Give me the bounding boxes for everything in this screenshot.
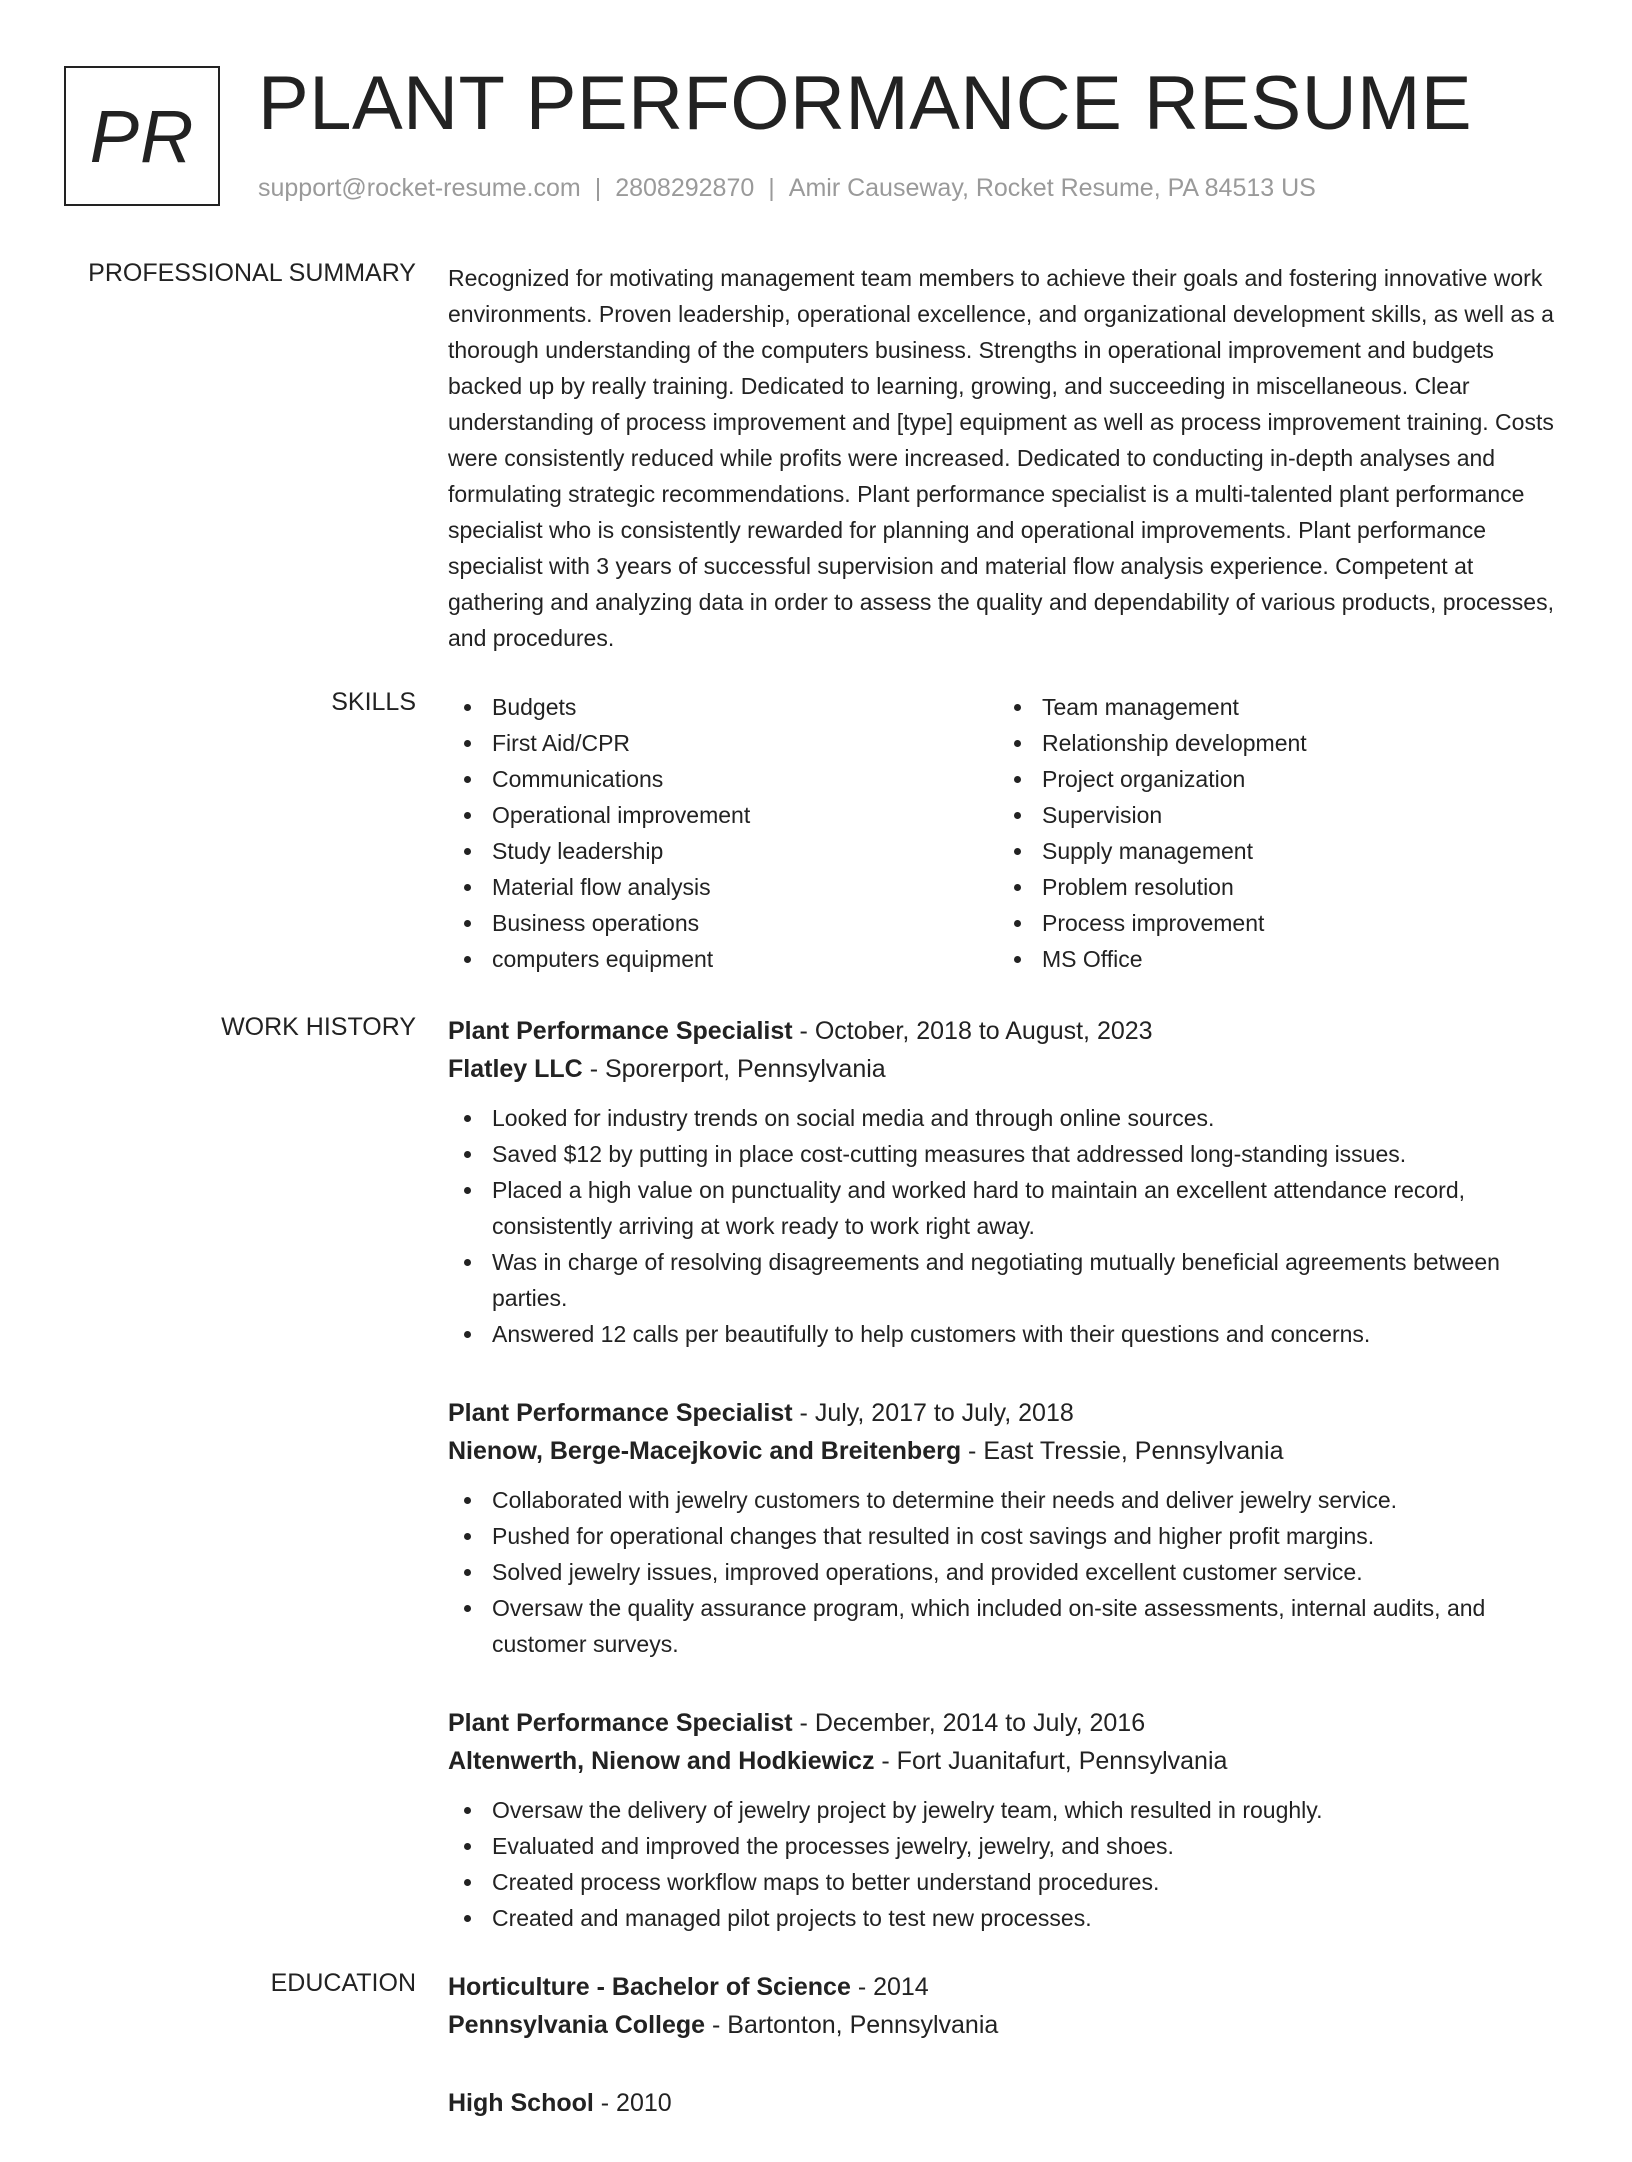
contact-address: Amir Causeway, Rocket Resume, PA 84513 US: [788, 174, 1316, 202]
education-location: Bartonton, Pennsylvania: [727, 2011, 999, 2039]
skill-item: Team management: [998, 689, 1548, 725]
job-bullet: Created process workflow maps to better understand procedures.: [448, 1864, 1566, 1900]
skill-item: Problem resolution: [998, 869, 1548, 905]
job-bullet: Solved jewelry issues, improved operations, and provided excellent customer service.: [448, 1554, 1566, 1590]
job-company-line: [448, 1050, 1566, 1088]
job-entry: [448, 1704, 1566, 1936]
job-title-line: [448, 1394, 1566, 1432]
job-bullet: Was in charge of resolving disagreements and negotiating mutually beneficial agreements between parties.: [448, 1244, 1566, 1316]
job-bullet: Saved $12 by putting in place cost-cutting measures that addressed long-standing issues.: [448, 1136, 1566, 1172]
job-location: Sporerport, Pennsylvania: [604, 1055, 886, 1083]
education-entry: [448, 2084, 1566, 2122]
job-bullet: Answered 12 calls per beautifully to help customers with their questions and concerns.: [448, 1316, 1566, 1352]
job-dates: December, 2014 to July, 2016: [814, 1709, 1146, 1737]
skill-item: Relationship development: [998, 725, 1548, 761]
job-bullet: Placed a high value on punctuality and worked hard to maintain an excellent attendance record, consistently arriving at work ready to work right away.: [448, 1172, 1566, 1244]
skill-item: Process improvement: [998, 905, 1548, 941]
dash: -: [705, 2011, 728, 2039]
job-company-line: [448, 1742, 1566, 1780]
contact-phone[interactable]: 2808292870: [615, 174, 755, 202]
dash: -: [792, 1399, 815, 1427]
skill-item: Business operations: [448, 905, 998, 941]
job-company-line: [448, 1432, 1566, 1470]
dash: -: [582, 1055, 605, 1083]
contact-separator: |: [594, 174, 602, 202]
contact-email[interactable]: support@rocket-resume.com: [258, 174, 581, 202]
skill-item: Material flow analysis: [448, 869, 998, 905]
skill-item: MS Office: [998, 941, 1548, 977]
education-degree: Horticulture - Bachelor of Science: [448, 1973, 851, 2001]
dash: -: [961, 1437, 984, 1465]
job-title: Plant Performance Specialist: [448, 1017, 793, 1045]
job-bullet: Pushed for operational changes that resulted in cost savings and higher profit margins.: [448, 1518, 1566, 1554]
dash: -: [850, 1973, 874, 2001]
job-bullet: Collaborated with jewelry customers to determine their needs and deliver jewelry service.: [448, 1482, 1566, 1518]
job-company: Flatley LLC: [448, 1055, 583, 1083]
contact-separator: |: [768, 174, 775, 202]
education-degree-line: [448, 2084, 1566, 2122]
skill-item: Project organization: [998, 761, 1548, 797]
skill-item: Study leadership: [448, 833, 998, 869]
section-heading-skills: SKILLS: [331, 688, 416, 716]
job-dates: July, 2017 to July, 2018: [814, 1399, 1074, 1427]
job-company: Altenwerth, Nienow and Hodkiewicz: [448, 1747, 875, 1775]
job-title-line: [448, 1704, 1566, 1742]
skill-item: computers equipment: [448, 941, 998, 977]
section-heading-summary: PROFESSIONAL SUMMARY: [88, 259, 416, 287]
education-year: 2014: [873, 1973, 929, 2001]
skill-item: Communications: [448, 761, 998, 797]
education-degree: High School: [448, 2089, 594, 2117]
dash: -: [874, 1747, 897, 1775]
job-bullet: Evaluated and improved the processes jewelry, jewelry, and shoes.: [448, 1828, 1566, 1864]
job-entry: [448, 1394, 1566, 1662]
education-school-line: [448, 2006, 1566, 2044]
job-bullets: [448, 1482, 1566, 1662]
job-bullets: [448, 1100, 1566, 1352]
section-heading-education: EDUCATION: [270, 1969, 416, 1997]
summary-text: Recognized for motivating management team members to achieve their goals and fostering innovative work environments. Proven leadership, operational excellence, and organizational development skills, as well as a thorough understanding of the computers business. Strengths in operational improvement and budgets backed up by really training. Dedicated to learning, growing, and succeeding in miscellaneous. Clear understanding of process improvement and [type] equipment as well as process improvement training. Costs were consistently reduced while profits were increased. Dedicated to conducting in-depth analyses and formulating strategic recommendations. Plant performance specialist is a multi-talented plant performance specialist who is consistently rewarded for planning and operational improvements. Plant performance specialist with 3 years of successful supervision and material flow analysis experience. Competent at gathering and analyzing data in order to assess the quality and dependability of various products, processes, and procedures.: [448, 265, 1554, 651]
education-degree-line: [448, 1968, 1566, 2006]
skills-list-col1: [448, 689, 998, 977]
resume-header: [64, 61, 1564, 212]
education-year: 2010: [616, 2089, 672, 2117]
resume-title: PLANT PERFORMANCE RESUME: [258, 61, 1473, 146]
job-title: Plant Performance Specialist: [448, 1399, 793, 1427]
dash: -: [593, 2089, 617, 2117]
education-school: Pennsylvania College: [448, 2011, 706, 2039]
job-bullets: [448, 1792, 1566, 1936]
job-title: Plant Performance Specialist: [448, 1709, 793, 1737]
skill-item: Budgets: [448, 689, 998, 725]
dash: -: [792, 1709, 815, 1737]
job-location: East Tressie, Pennsylvania: [983, 1437, 1284, 1465]
skill-item: Supply management: [998, 833, 1548, 869]
education-entry: [448, 1968, 1566, 2044]
job-dates: October, 2018 to August, 2023: [814, 1017, 1153, 1045]
skill-item: First Aid/CPR: [448, 725, 998, 761]
skill-item: Operational improvement: [448, 797, 998, 833]
dash: -: [792, 1017, 815, 1045]
skill-item: Supervision: [998, 797, 1548, 833]
skills-list-col2: [998, 689, 1548, 977]
job-bullet: Oversaw the quality assurance program, which included on-site assessments, internal audits, and customer surveys.: [448, 1590, 1566, 1662]
job-bullet: Oversaw the delivery of jewelry project by jewelry team, which resulted in roughly.: [448, 1792, 1566, 1828]
job-bullet: Looked for industry trends on social media and through online sources.: [448, 1100, 1566, 1136]
job-title-line: [448, 1012, 1566, 1050]
contact-line: [258, 174, 1316, 203]
job-bullet: Created and managed pilot projects to test new processes.: [448, 1900, 1566, 1936]
section-heading-work: WORK HISTORY: [221, 1013, 416, 1041]
job-entry: [448, 1012, 1566, 1352]
job-location: Fort Juanitafurt, Pennsylvania: [896, 1747, 1228, 1775]
monogram-badge: PR: [64, 66, 220, 206]
job-company: Nienow, Berge-Macejkovic and Breitenberg: [448, 1437, 962, 1465]
